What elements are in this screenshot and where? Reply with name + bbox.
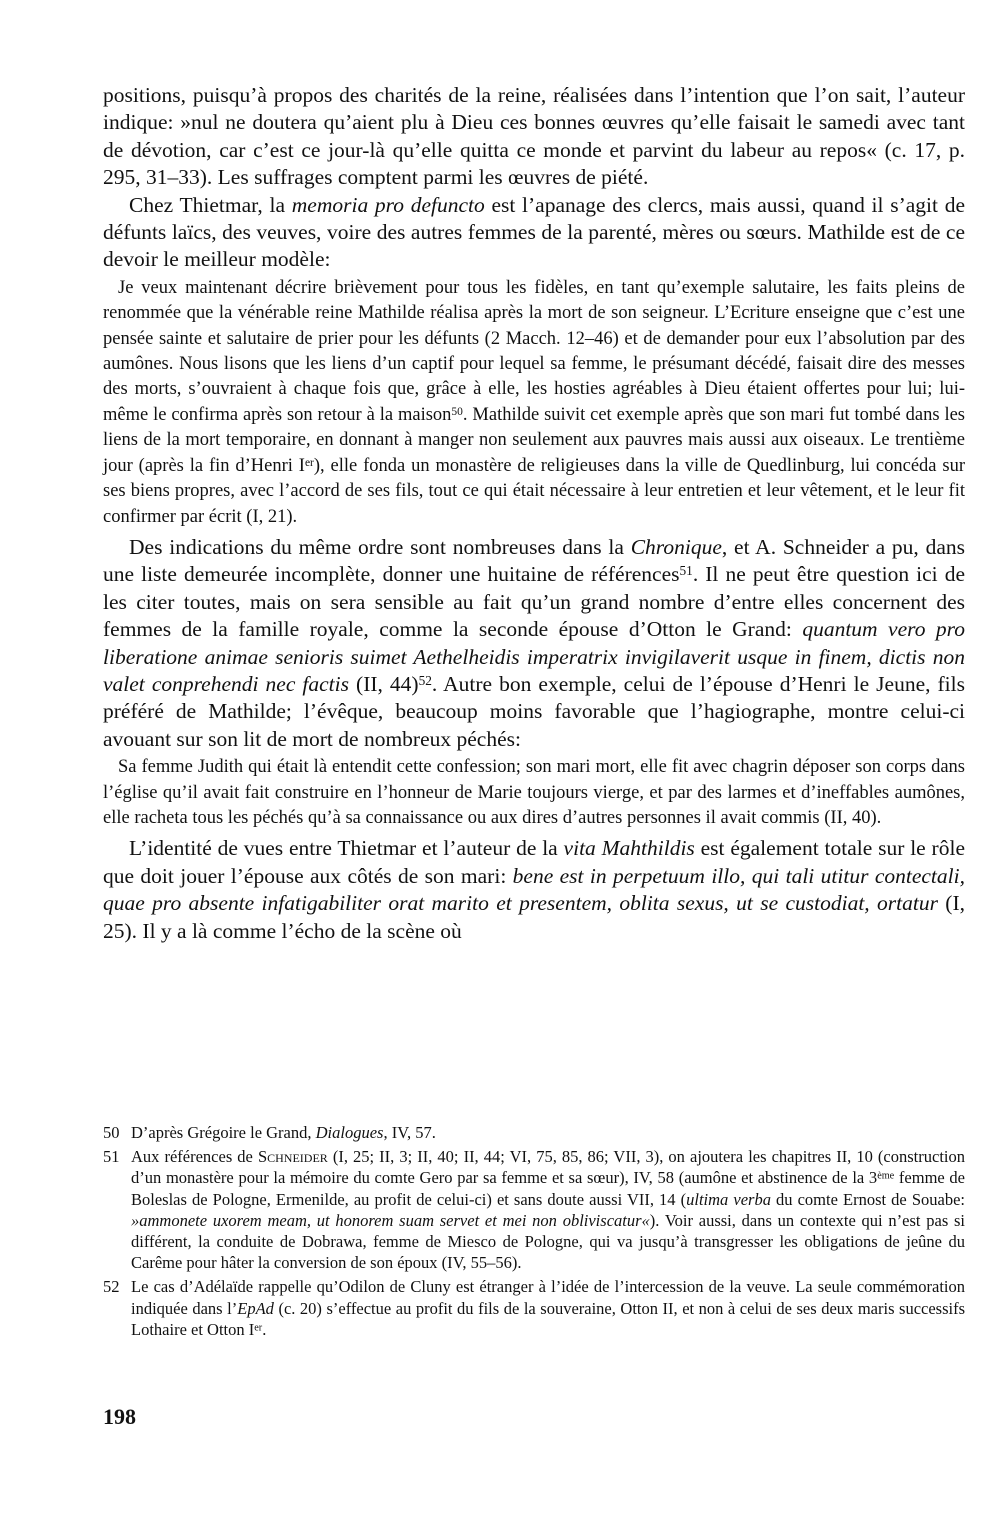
footnotes: [103, 1122, 965, 1343]
footnote-number: 50: [103, 1123, 120, 1142]
footnote-52: 52 Le cas d’Adélaïde rappelle qu’Odilon de Cluny est étranger à l’idée de l’intercession de la veuve. La seule commémoration indiquée dans l’EpAd (c. 20) s’effectue au profit du fils de la souveraine, Otton II, et non à celui de ses deux maris successifs Lothaire et Otton Ier.: [103, 1277, 966, 1339]
footnote-ref-50: 50: [451, 405, 463, 418]
page-number: 198: [103, 1404, 136, 1429]
footnote-number: 51: [103, 1147, 120, 1167]
paragraph-4: L’identité de vues entre Thietmar et l’auteur de la vita Mahthildis est également totale sur le rôle que doit jouer l’épouse aux côtés de son mari: bene est in perpetuum illo, qui tali utitur contectali, quae pro absente infatigabiliter orat marito et presentem, oblita sexus, ut se custodiat, ortatur (I, 25). Il y a là comme l’écho de la scène où: [103, 836, 965, 943]
footnote-51: 51 Aux références de Schneider (I, 25; II, 3; II, 40; II, 44; VI, 75, 85, 86; VII, 3), on ajoutera les chapitres II, 10 (construction d’un monastère pour la mémoire du comte Gero par sa femme et sa sœur), IV, 58 (aumône et abstinence de la 3ème femme de Boleslas de Pologne, Ermenilde, au profit de celui-ci) et sans doute aussi VII, 14 (ultima verba du comte Ernost de Souabe: »ammonete uxorem meam, ut honorem suam servet et mei non obliviscatur«). Voir aussi, dans un contexte qui n’est pas si différent, la conduite de Dobrawa, femme de Miesco de Pologne, qui va jusqu’à transgresser les obligations de jeûne du Carême pour hâter la conversion de son époux (IV, 55–56).: [103, 1147, 966, 1273]
paragraph-3: Des indications du même ordre sont nombreuses dans la Chronique, et A. Schneider a pu, dans une liste demeurée incomplète, donner une huitaine de références$^{51}$. Il ne peut être question ici de les citer toutes, mais on sera sensible au fait qu’un grand nombre d’entre elles concernent des femmes de la famille royale, comme la seconde épouse d’Otton le Grand: quantum vero pro liberatione animae senioris suimet Aethelheidis imperatrix invigilaverit usque in finem, dictis non valet conprehendi nec factis (II, 44)$^{52}$. Autre bon exemple, celui de l’épouse d’Henri le Jeune, fils préféré de Mathilde; l’évêque, beaucoup moins favorable que l’hagiographe, montre celui-ci avouant sur son lit de mort de nombreux péchés:: [103, 534, 965, 751]
footnote-ref-51: 51: [679, 563, 693, 579]
footnote-ref-52: 52: [418, 672, 432, 688]
main-text: [103, 82, 965, 945]
footnote-number: 52: [103, 1277, 120, 1297]
block-quote-2: Sa femme Judith qui était là entendit cette confession; son mari mort, elle fit avec chagrin déposer son corps dans l’église qu’il avait fait construire en l’honneur de Marie toujours vierge, et par des larmes et d’ineffables aumônes, elle racheta tous les péchés qu’à sa connaissance ou aux dires d’autres personnes il avait commis (II, 40).: [103, 757, 965, 828]
paragraph-1: positions, puisqu’à propos des charités de la reine, réalisées dans l’intention que l’on sait, l’auteur indique: »nul ne doutera qu’aient plu à Dieu ces bonnes œuvres qu’elle faisait le samedi avec tant de dévotion, car c’est ce jour-là qu’elle quitta ce monde et parvint du labeur au repos« (c. 17, p. 295, 31–33). Les suffrages comptent parmi les œuvres de piété.: [103, 83, 965, 190]
block-quote-1: Je veux maintenant décrire brièvement pour tous les fidèles, en tant qu’exemple salutaire, les faits pleins de renommée que la vénérable reine Mathilde réalisa après la mort de son seigneur. L’Ecriture enseigne que c’est une pensée sainte et salutaire de prier pour les défunts (2 Macch. 12–46) et de demander pour eux l’absolution par des aumônes. Nous lisons que les liens d’un captif pour lequel sa femme, le présumant décédé, faisait dire des messes des morts, s’ouvraient à chaque fois que, grâce à elle, les hosties agréables à Dieu étaient offertes pour lui; lui-même le confirma après son retour à la maison$^{50}$. Mathilde suivit cet exemple après que son mari fut tombé dans les liens de la mort temporaire, en donnant à manger non seulement aux pauvres mais aussi aux oiseaux. Le trentième jour (après la fin d’Henri Ier), elle fonda un monastère de religieuses dans la ville de Quedlinburg, lui concéda sur ses biens propres, avec l’accord de ses fils, tout ce qui était nécessaire à leur entretien et leur vêtement, et le leur fit confirmer par écrit (I, 21).: [103, 277, 966, 527]
footnote-50: 50 D’après Grégoire le Grand, Dialogues, IV, 57.: [103, 1123, 436, 1142]
paragraph-2: Chez Thietmar, la memoria pro defuncto est l’apanage des clercs, mais aussi, quand il s’agit de défunts laïcs, des veuves, voire des autres femmes de la parenté, mères ou sœurs. Mathilde est de ce devoir le meilleur modèle:: [103, 192, 965, 272]
